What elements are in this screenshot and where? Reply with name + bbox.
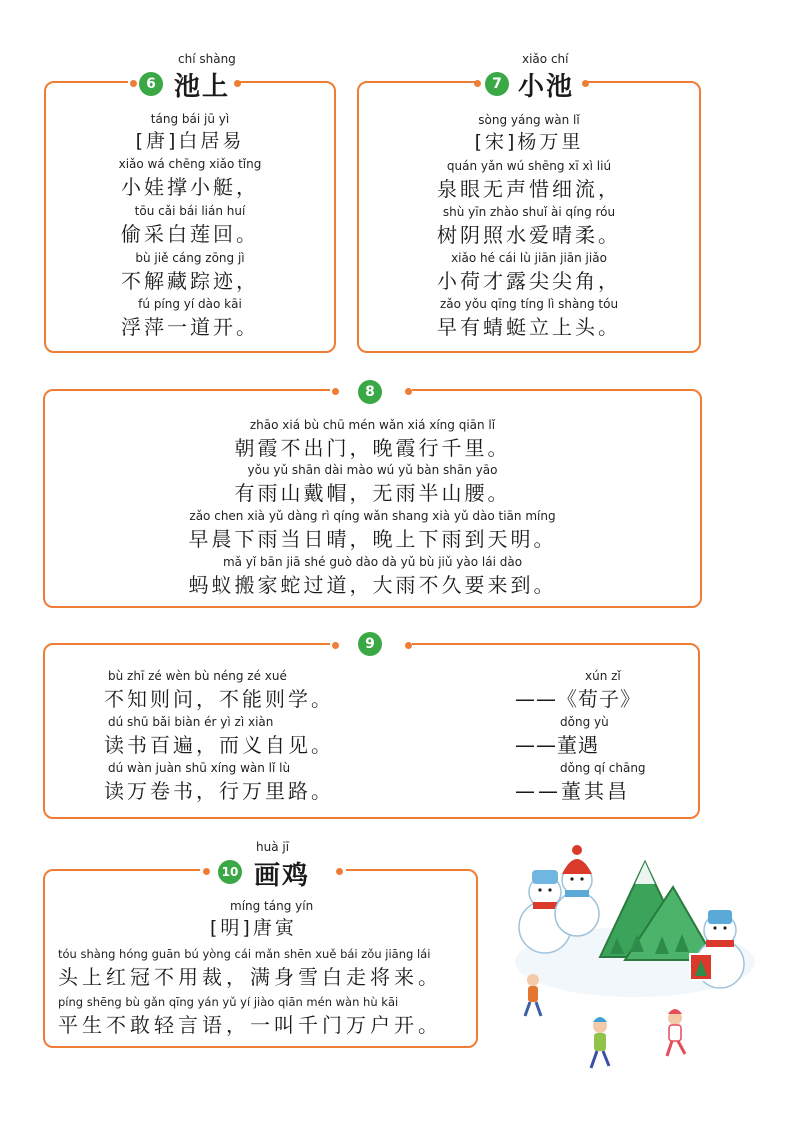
poem6-line3-pinyin: bù jiě cáng zōng jì — [135, 251, 245, 265]
snowmen-and-skating-children-illustration — [505, 842, 765, 1082]
poem7-number-badge: 7 — [485, 72, 509, 96]
poem10-title-pinyin: huà jī — [256, 840, 290, 854]
poem6-line2: 偷采白莲回。 — [121, 222, 259, 246]
poem10-line1-pinyin: tóu shàng hóng guān bú yòng cái mǎn shēn xuě bái zǒu jiāng lái — [58, 947, 431, 961]
poem6-title: 池上 — [174, 72, 231, 102]
section8-line2-pinyin: yǒu yǔ shān dài mào wú yǔ bàn shān yāo — [247, 463, 498, 477]
poem6-line3: 不解藏踪迹， — [121, 269, 259, 293]
section8-line1-pinyin: zhāo xiá bù chū mén wǎn xiá xíng qiān lǐ — [249, 418, 496, 432]
poem10-author-pinyin: míng táng yín — [230, 899, 314, 913]
poem6-title-pinyin: chí shàng — [178, 52, 236, 66]
section9-line2: 读书百遍，而义自见。 — [104, 733, 334, 757]
poem7-line2: 树阴照水爱晴柔。 — [437, 223, 621, 247]
section8-line1: 朝霞不出门，晚霞行千里。 — [234, 436, 511, 460]
poem6-line4: 浮萍一道开。 — [121, 315, 259, 339]
poem7-line3: 小荷才露尖尖角， — [437, 269, 621, 293]
section9-number-badge: 9 — [358, 632, 382, 656]
section8-line3: 早晨下雨当日晴，晚上下雨到天明。 — [188, 527, 557, 551]
poem6-line4-pinyin: fú píng yí dào kāi — [138, 297, 242, 311]
poem10-author: [明]唐寅 — [210, 917, 297, 939]
poem7-line1: 泉眼无声惜细流， — [437, 177, 621, 201]
section9-line2-pinyin: dú shū bǎi biàn ér yì zì xiàn — [108, 715, 274, 729]
section8-line4-pinyin: mǎ yǐ bān jiā shé guò dào dà yǔ bù jiǔ yào lái dào — [222, 555, 523, 569]
section8-line3-pinyin: zǎo chen xià yǔ dàng rì qíng wǎn shang xià yǔ dào tiān míng — [189, 509, 556, 523]
poem7-author-pinyin: sòng yáng wàn lǐ — [478, 113, 580, 127]
poem7-line4-pinyin: zǎo yǒu qīng tíng lì shàng tóu — [439, 297, 619, 311]
poem10-line2-pinyin: píng shēng bù gǎn qīng yán yǔ yí jiào qiān mén wàn hù kāi — [58, 995, 399, 1009]
section9-line1-pinyin: bù zhī zé wèn bù néng zé xué — [108, 669, 287, 683]
poem7-line1-pinyin: quán yǎn wú shēng xī xì liú — [446, 159, 612, 173]
poem10-line1: 头上红冠不用裁，满身雪白走将来。 — [58, 965, 442, 989]
section9-source3-pinyin: dǒng qí chāng — [560, 761, 646, 775]
poem7-line3-pinyin: xiǎo hé cái lù jiān jiān jiǎo — [451, 251, 607, 265]
poem6-line1: 小娃撑小艇， — [121, 175, 259, 199]
section9-line3-pinyin: dú wàn juàn shū xíng wàn lǐ lù — [108, 761, 291, 775]
section9-line1: 不知则问，不能则学。 — [104, 687, 334, 711]
section8-line4: 蚂蚁搬家蛇过道，大雨不久要来到。 — [188, 573, 557, 597]
section9-source2-pinyin: dǒng yù — [560, 715, 609, 729]
poem6-line2-pinyin: tōu cǎi bái lián huí — [134, 204, 246, 218]
section8-line2: 有雨山戴帽，无雨半山腰。 — [234, 481, 511, 505]
section9-source1-pinyin: xún zǐ — [585, 669, 621, 683]
poem10-line2: 平生不敢轻言语，一叫千门万户开。 — [58, 1013, 442, 1037]
poem7-title-pinyin: xiǎo chí — [522, 52, 569, 66]
poem10-number-badge: 10 — [218, 860, 242, 884]
poem6-author-pinyin: táng bái jū yì — [150, 112, 230, 126]
poem7-title: 小池 — [518, 72, 575, 102]
poem6-number-badge: 6 — [139, 72, 163, 96]
section9-source1: ——《荀子》 — [515, 687, 641, 711]
poem7-line2-pinyin: shù yīn zhào shuǐ ài qíng róu — [442, 205, 616, 219]
section9-line3: 读万卷书，行万里路。 — [104, 779, 334, 803]
section9-source2: ——董遇 — [515, 733, 599, 757]
poem6-line1-pinyin: xiǎo wá chēng xiǎo tǐng — [118, 157, 262, 171]
section8-number-badge: 8 — [358, 380, 382, 404]
poem7-author: [宋]杨万里 — [474, 131, 584, 153]
poem7-line4: 早有蜻蜓立上头。 — [437, 315, 621, 339]
section9-source3: ——董其昌 — [515, 779, 630, 803]
poem6-author: [唐]白居易 — [135, 130, 245, 152]
poem10-title: 画鸡 — [254, 861, 311, 891]
